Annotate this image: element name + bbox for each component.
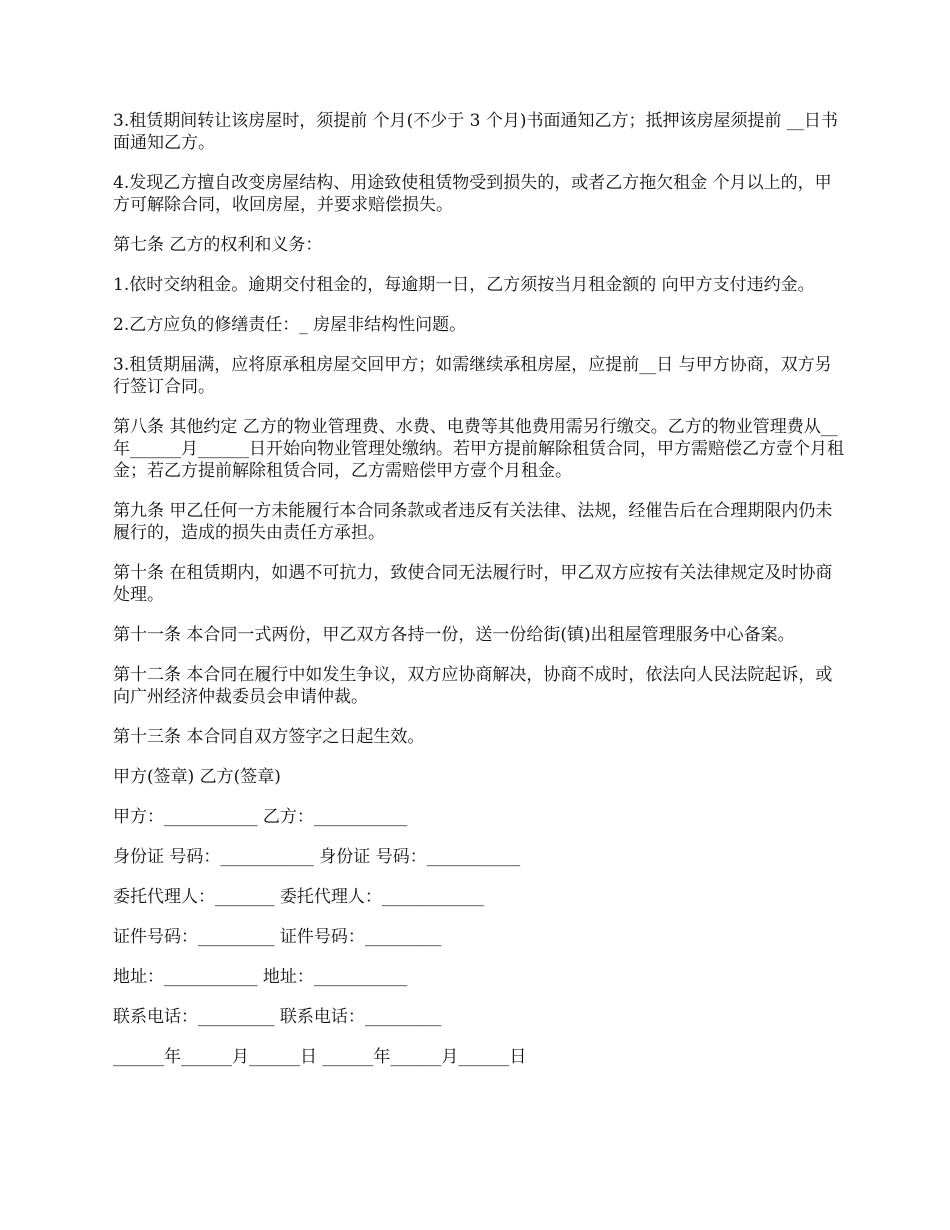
signature-heading: 甲方(签章) 乙方(签章) (113, 767, 281, 787)
article-paragraph: 第九条 甲乙任何一方未能履行本合同条款或者违反有关法律、法规，经催告后在合理期限内仍未履行的，造成的损失由责任方承担。 (113, 501, 833, 543)
signature-line-address: 地址：___________ 地址：___________ (113, 967, 408, 987)
clause-paragraph: 3.租赁期间转让该房屋时，须提前 个月(不少于 3 个月)书面通知乙方；抵押该房屋须提前 __日书面通知乙方。 (113, 111, 838, 153)
clause-paragraph: 1.依时交纳租金。逾期交付租金的，每逾期一日，乙方须按当月租金额的 向甲方支付违约金。 (113, 275, 815, 295)
article-paragraph: 第十条 在租赁期内，如遇不可抗力，致使合同无法履行时，甲乙双方应按有关法律规定及时协商处理。 (113, 563, 833, 605)
article-paragraph: 第十一条 本合同一式两份，甲乙双方各持一份，送一份给街(镇)出租屋管理服务中心备案。 (113, 625, 795, 645)
contract-page (113, 110, 848, 1086)
signature-line-id: 身份证 号码：___________ 身份证 号码：___________ (113, 847, 521, 867)
clause-paragraph: 2.乙方应负的修缮责任：_ 房屋非结构性问题。 (113, 315, 467, 335)
article-paragraph: 第八条 其他约定 乙方的物业管理费、水费、电费等其他费用需另行缴交。乙方的物业管理费从__年______月______日开始向物业管理处缴纳。若甲方提前解除租赁合同，甲方需赔偿乙方壹个月租金；若乙方提前解除租赁合同，乙方需赔偿甲方壹个月租金。 (113, 417, 844, 481)
article-heading: 第七条 乙方的权利和义务： (113, 235, 323, 255)
signature-line-cert: 证件号码：_________ 证件号码：_________ (113, 927, 442, 947)
article-paragraph: 第十三条 本合同自双方签字之日起生效。 (113, 727, 425, 747)
signature-line-agent: 委托代理人：_______ 委托代理人：____________ (113, 887, 484, 907)
clause-paragraph: 4.发现乙方擅自改变房屋结构、用途致使租赁物受到损失的，或者乙方拖欠租金 个月以上的，甲方可解除合同，收回房屋，并要求赔偿损失。 (113, 173, 832, 215)
signature-line-party: 甲方：___________ 乙方：___________ (113, 807, 408, 827)
clause-paragraph: 3.租赁期届满，应将原承租房屋交回甲方；如需继续承租房屋，应提前__日 与甲方协商，双方另行签订合同。 (113, 355, 832, 397)
signature-line-phone: 联系电话：_________ 联系电话：_________ (113, 1007, 442, 1027)
signature-line-date: ______年______月______日 ______年______月______日 (113, 1047, 527, 1067)
article-paragraph: 第十二条 本合同在履行中如发生争议，双方应协商解决，协商不成时，依法向人民法院起诉，或向广州经济仲裁委员会申请仲裁。 (113, 665, 833, 707)
